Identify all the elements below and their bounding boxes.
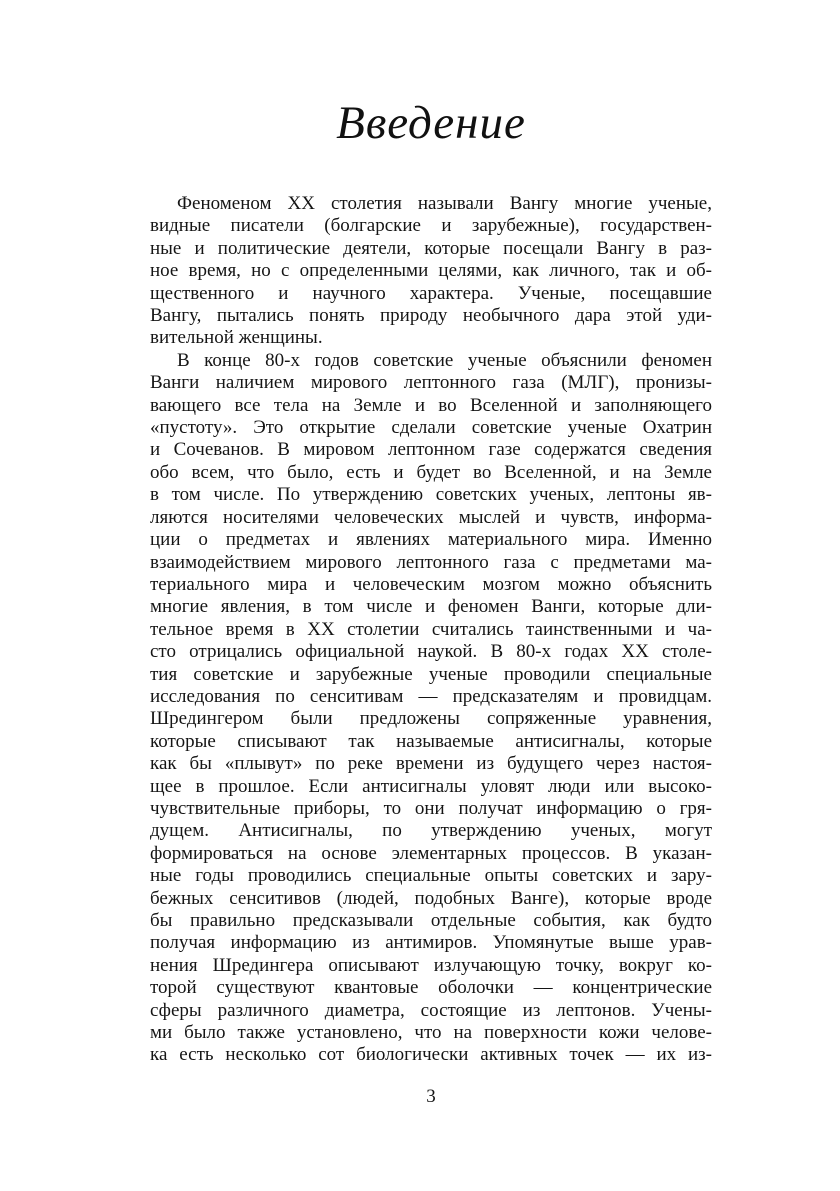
text-line: вительной женщины. — [150, 327, 323, 349]
page-number: 3 — [426, 1086, 436, 1107]
text-line: щественного и научного характера. Ученые, посещавшие — [150, 282, 712, 304]
text-line: Шредингером были предложены сопряженные уравнения, — [150, 708, 712, 730]
text-line: видные писатели (болгарские и зарубежные), государствен- — [150, 215, 712, 237]
text-line: ные годы проводились специальные опыты советских и зару- — [150, 865, 712, 887]
chapter-title: Введение — [336, 97, 526, 149]
text-line: бежных сенситивов (людей, подобных Ванге), которые вроде — [150, 887, 712, 909]
text-line: тельное время в XX столетии считались таинственными и ча- — [150, 618, 712, 640]
text-line: ляются носителями человеческих мыслей и чувств, информа- — [150, 506, 712, 528]
text-line: исследования по сенситивам — предсказателям и провидцам. — [150, 685, 712, 707]
text-line: «пустоту». Это открытие сделали советские ученые Охатрин — [150, 417, 712, 439]
text-line: ка есть несколько сот биологически активных точек — их из- — [150, 1044, 712, 1066]
text-line: которые списывают так называемые антисигналы, которые — [150, 730, 712, 752]
text-line: тия советские и зарубежные ученые проводили специальные — [150, 663, 712, 685]
text-line: териального мира и человеческим мозгом можно объяснить — [150, 573, 712, 595]
text-line: ное время, но с определенными целями, как личного, так и об- — [150, 260, 712, 282]
text-line: сферы различного диаметра, состоящие из лептонов. Учены- — [150, 999, 712, 1021]
text-line: щее в прошлое. Если антисигналы уловят люди или высоко- — [150, 775, 712, 797]
text-line: вающего все тела на Земле и во Вселенной и заполняющего — [150, 394, 712, 416]
text-line: бы правильно предсказывали отдельные события, как будто — [150, 910, 712, 931]
text-line: взаимодействием мирового лептонного газа с предметами ма- — [150, 551, 712, 573]
text-line: Вангу, пытались понять природу необычного дара этой уди- — [150, 305, 712, 327]
paragraph — [150, 193, 712, 350]
body-text — [150, 193, 712, 1067]
paragraph — [150, 350, 712, 1067]
text-line: формироваться на основе элементарных процессов. В указан- — [150, 842, 712, 864]
text-line: ции о предметах и явлениях материального мира. Именно — [150, 529, 712, 551]
text-line: В конце 80-х годов советские ученые объяснили феномен — [177, 349, 712, 371]
text-line: Ванги наличием мирового лептонного газа (МЛГ), пронизы- — [150, 372, 712, 394]
text-line: многие явления, в том числе и феномен Ванги, которые дли- — [150, 596, 712, 618]
text-line: получая информацию из антимиров. Упомянутые выше урав- — [150, 932, 712, 954]
text-line: Феноменом XX столетия называли Вангу многие ученые, — [177, 193, 712, 214]
text-line: чувствительные приборы, то они получат информацию о гря- — [150, 797, 712, 819]
text-line: как бы «плывут» по реке времени из будущего через настоя- — [150, 753, 712, 775]
text-line: ные и политические деятели, которые посещали Вангу в раз- — [150, 237, 712, 259]
text-line: в том числе. По утверждению советских ученых, лептоны яв- — [150, 484, 712, 506]
text-line: ми было также установлено, что на поверхности кожи челове- — [150, 1022, 712, 1044]
text-line: дущем. Антисигналы, по утверждению ученых, могут — [150, 820, 712, 842]
text-line: обо всем, что было, есть и будет во Вселенной, и на Земле — [150, 461, 712, 483]
text-line: нения Шредингера описывают излучающую точку, вокруг ко- — [150, 954, 712, 976]
text-line: торой существуют квантовые оболочки — концентрические — [150, 977, 712, 999]
text-line: и Сочеванов. В мировом лептонном газе содержатся сведения — [150, 439, 712, 461]
text-line: сто отрицались официальной наукой. В 80-х годах XX столе- — [150, 641, 712, 663]
